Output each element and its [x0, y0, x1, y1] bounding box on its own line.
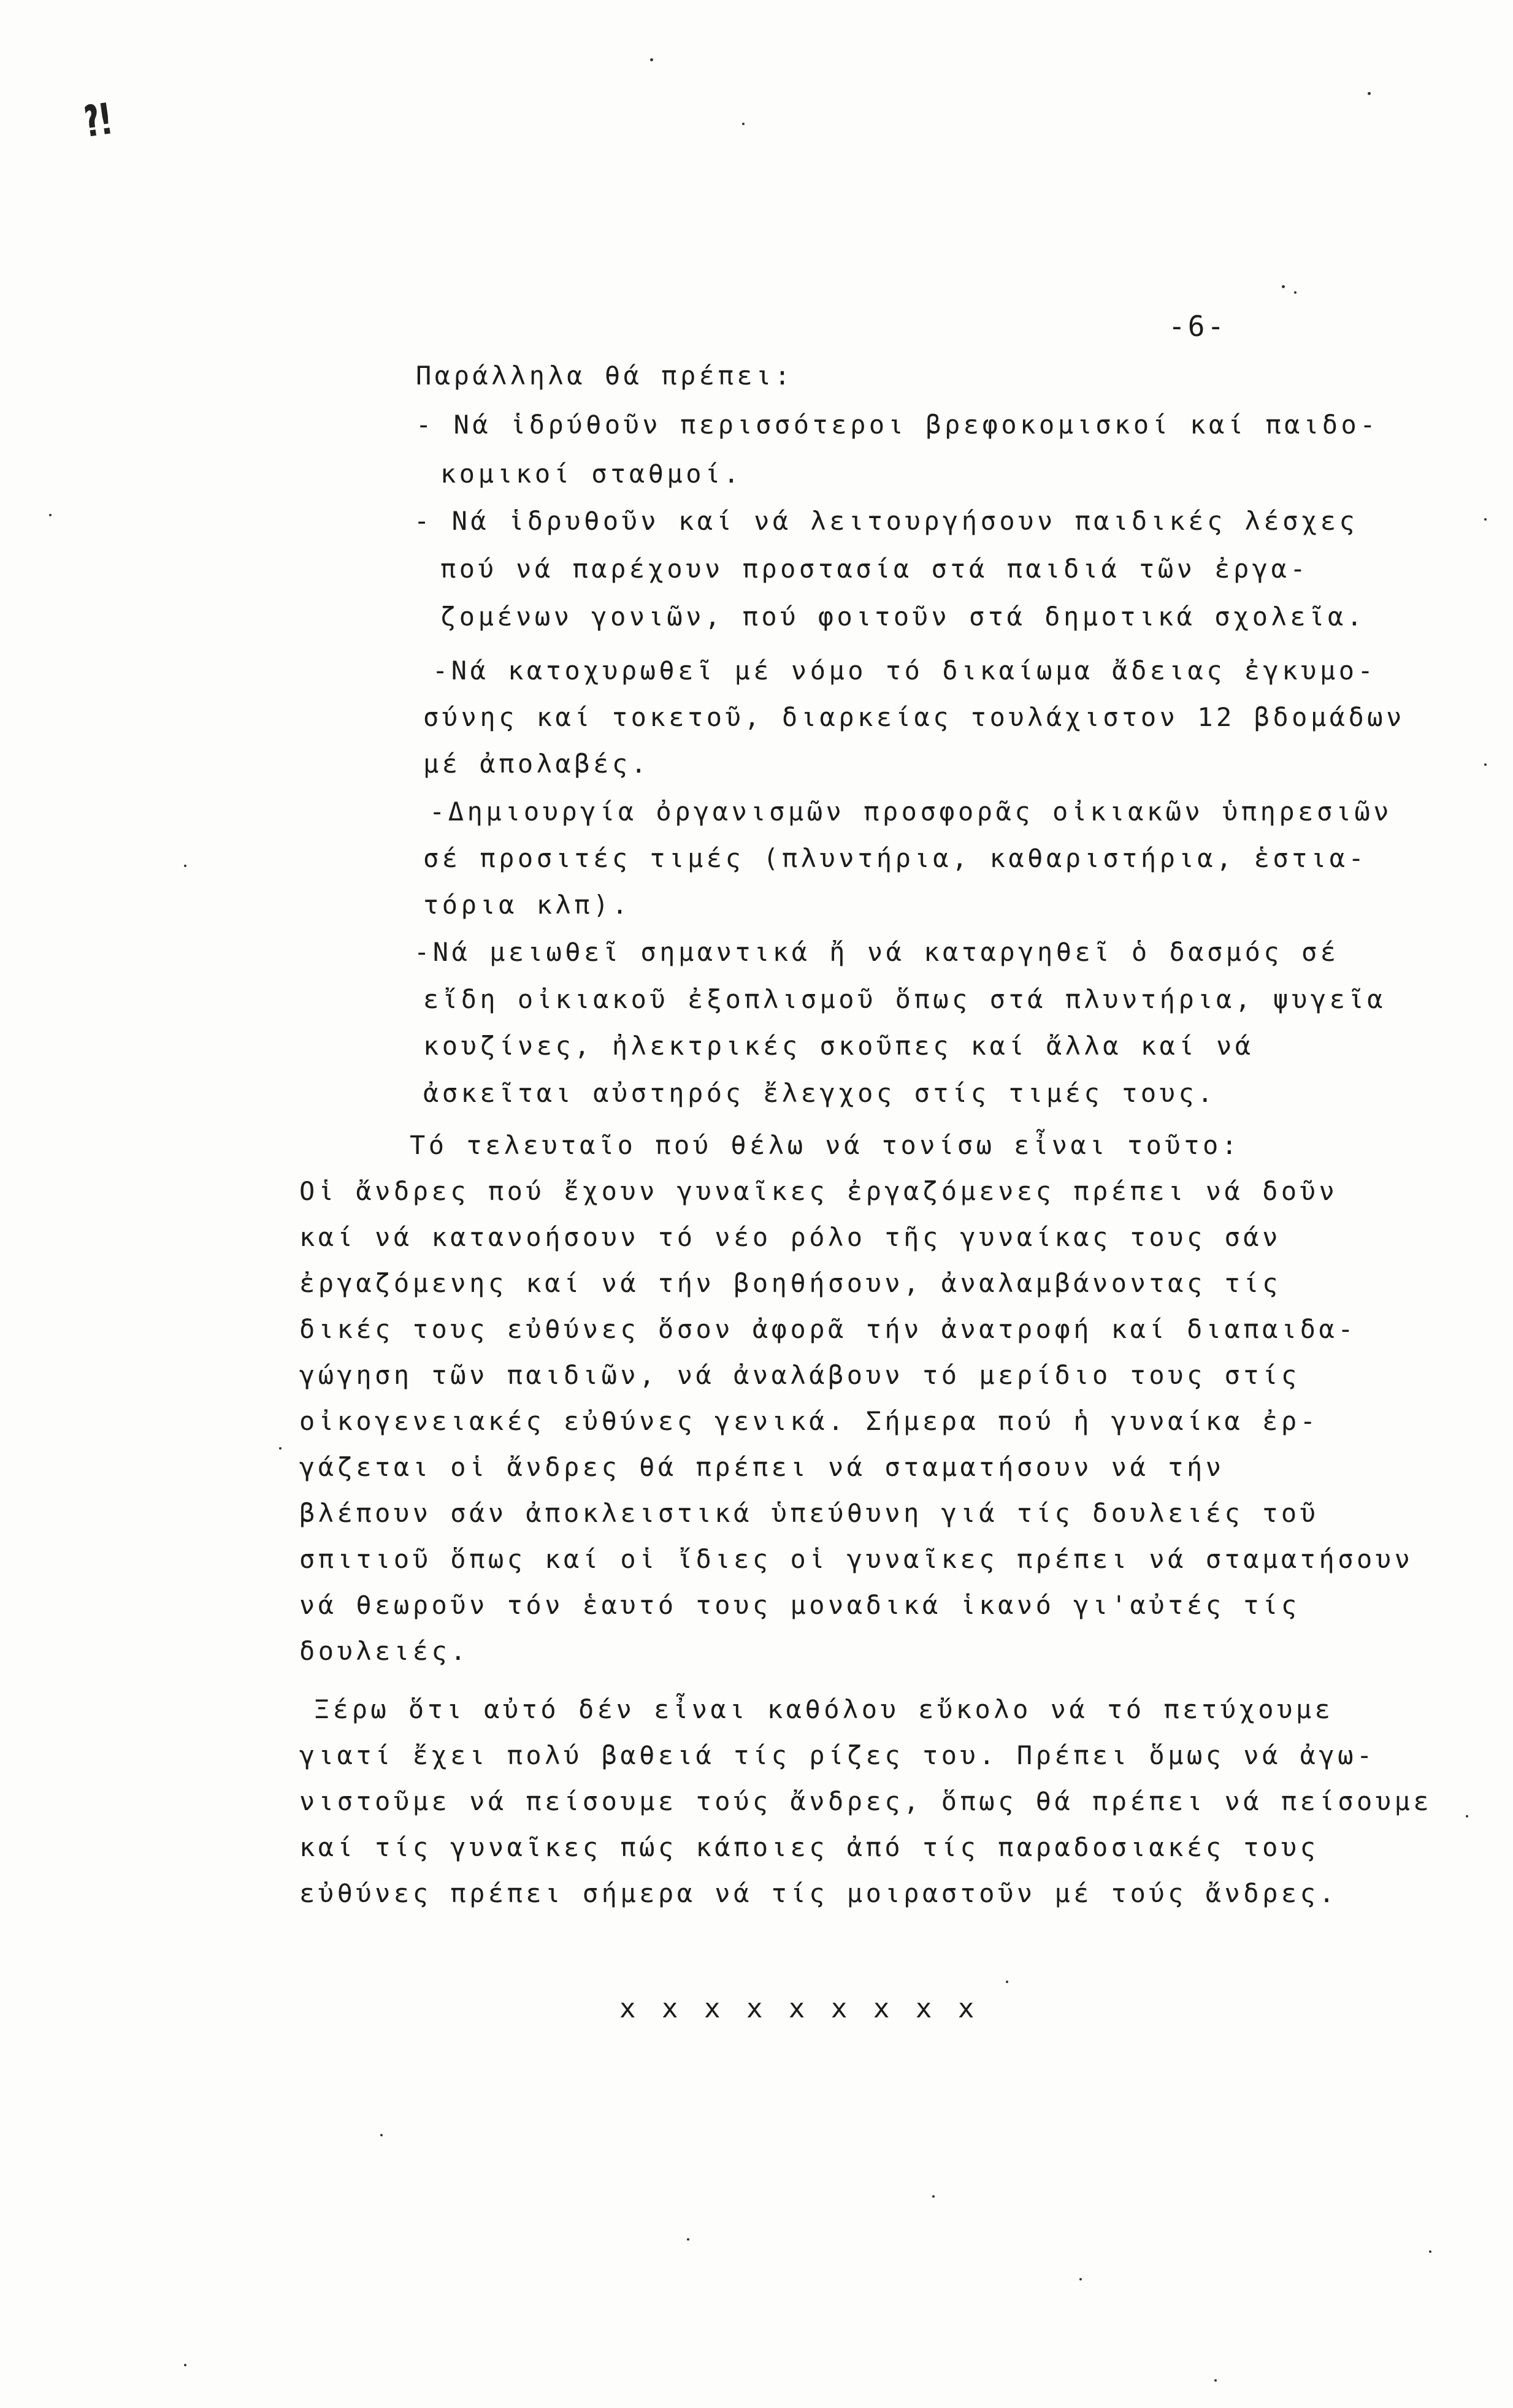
- scan-speck: [1294, 291, 1297, 294]
- text-line: δικές τους εὐθύνες ὅσον ἀφορᾶ τήν ἀνατροφή καί διαπαιδα-: [299, 1314, 1357, 1344]
- scan-speck: [1282, 285, 1285, 288]
- scan-speck: [1006, 1981, 1008, 1983]
- text-line: οἰκογενειακές εὐθύνες γενικά. Σήμερα πού ἡ γυναίκα ἐρ-: [299, 1406, 1319, 1436]
- text-line: σέ προσιτές τιμές (πλυντήρια, καθαριστήρια, ἑστια-: [423, 843, 1368, 873]
- scan-speck: [687, 2238, 689, 2241]
- text-line: δουλειές.: [299, 1636, 470, 1666]
- text-line: γάζεται οἱ ἄνδρες θά πρέπει νά σταματήσουν νά τήν: [299, 1452, 1225, 1482]
- scan-speck: [184, 865, 186, 867]
- text-line: Παράλληλα θά πρέπει:: [416, 361, 794, 391]
- text-line: καί τίς γυναῖκες πώς κάποιες ἀπό τίς παραδοσιακές τους: [299, 1832, 1319, 1862]
- end-marks: x x x x x x x x x: [619, 1993, 979, 2024]
- text-line: σύνης καί τοκετοῦ, διαρκείας τουλάχιστον 12 βδομάδων: [423, 702, 1405, 732]
- text-line: πού νά παρέχουν προστασία στά παιδιά τῶν ἐργα-: [440, 554, 1309, 584]
- text-line: -Νά μειωθεῖ σημαντικά ἤ νά καταργηθεῖ ὁ δασμός σέ: [414, 937, 1339, 967]
- text-line: -Δημιουργία ὀργανισμῶν προσφορᾶς οἰκιακῶν ὑπηρεσιῶν: [429, 797, 1393, 827]
- text-line: κουζίνες, ἠλεκτρικές σκοῦπες καί ἄλλα καί νά: [423, 1031, 1254, 1061]
- scan-speck: [932, 2195, 935, 2198]
- text-line: - Νά ἱδρύθοῦν περισσότεροι βρεφοκομισκοί καί παιδο-: [416, 410, 1379, 440]
- text-line: Ξέρω ὅτι αὐτό δέν εἶναι καθόλου εὔκολο νά τό πετύχουμε: [314, 1694, 1334, 1724]
- scan-speck: [380, 2134, 383, 2136]
- scan-speck: [1484, 518, 1487, 521]
- scan-speck: [1484, 763, 1487, 766]
- text-line: νά θεωροῦν τόν ἑαυτό τους μοναδικά ἱκανό γι'αὐτές τίς: [299, 1590, 1300, 1620]
- text-line: εἴδη οἰκιακοῦ ἐξοπλισμοῦ ὅπως στά πλυντήρια, ψυγεῖα: [423, 984, 1387, 1014]
- text-line: ἀσκεῖται αὐστηρός ἔλεγχος στίς τιμές τους.: [423, 1078, 1217, 1108]
- scan-speck: [1368, 92, 1371, 95]
- text-line: βλέπουν σάν ἀποκλειστικά ὑπεύθυνη γιά τίς δουλειές τοῦ: [299, 1498, 1319, 1528]
- page-number: -6-: [1168, 310, 1227, 343]
- scan-speck: [1079, 2278, 1082, 2280]
- scan-speck: [650, 58, 653, 61]
- text-line: σπιτιοῦ ὅπως καί οἱ ἴδιες οἱ γυναῖκες πρέπει νά σταματήσουν: [299, 1544, 1414, 1574]
- text-line: τόρια κλπ).: [423, 890, 631, 920]
- text-line: Τό τελευταῖο πού θέλω νά τονίσω εἶναι τοῦτο:: [410, 1130, 1241, 1160]
- scan-speck: [1214, 2379, 1217, 2382]
- text-line: γιατί ἔχει πολύ βαθειά τίς ρίζες του. Πρέπει ὅμως νά ἀγω-: [299, 1740, 1376, 1770]
- scan-speck: [49, 514, 52, 516]
- scan-speck: [1466, 1815, 1468, 1817]
- text-line: νιστοῦμε νά πείσουμε τούς ἄνδρες, ὅπως θά πρέπει νά πείσουμε: [299, 1786, 1433, 1816]
- scan-speck: [279, 1447, 282, 1450]
- text-line: γώγηση τῶν παιδιῶν, νά ἀναλάβουν τό μερίδιο τους στίς: [299, 1360, 1300, 1390]
- text-line: ἐργαζόμενης καί νά τήν βοηθήσουν, ἀναλαμβάνοντας τίς: [299, 1268, 1281, 1298]
- margin-mark: ⁈: [82, 93, 115, 147]
- text-line: μέ ἀπολαβές.: [423, 749, 650, 779]
- text-line: καί νά κατανοήσουν τό νέο ρόλο τῆς γυναίκας τους σάν: [299, 1222, 1281, 1252]
- text-line: κομικοί σταθμοί.: [440, 459, 743, 489]
- text-line: ζομένων γονιῶν, πού φοιτοῦν στά δημοτικά σχολεῖα.: [440, 602, 1366, 632]
- text-line: -Νά κατοχυρωθεῖ μέ νόμο τό δικαίωμα ἄδειας ἐγκυμο-: [432, 656, 1377, 686]
- text-line: εὐθύνες πρέπει σήμερα νά τίς μοιραστοῦν μέ τούς ἄνδρες.: [299, 1878, 1338, 1908]
- scan-speck: [742, 123, 745, 125]
- scan-speck: [1429, 2250, 1431, 2253]
- text-line: Οἱ ἄνδρες πού ἔχουν γυναῖκες ἐργαζόμενες πρέπει νά δοῦν: [299, 1176, 1338, 1206]
- scan-speck: [184, 2364, 186, 2366]
- text-line: - Νά ἱδρυθοῦν καί νά λειτουργήσουν παιδικές λέσχες: [414, 506, 1358, 536]
